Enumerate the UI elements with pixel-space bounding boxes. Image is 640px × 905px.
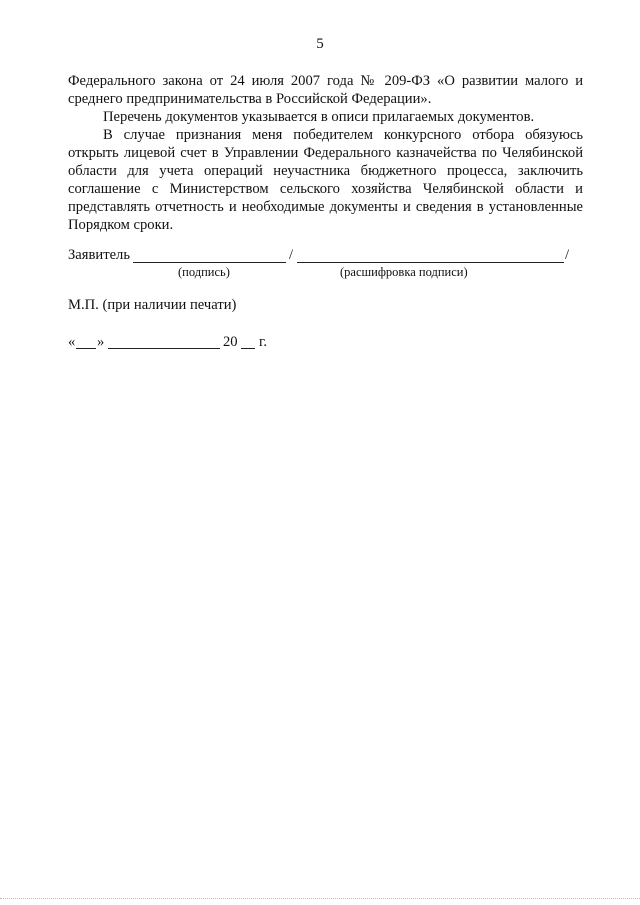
date-close-quote: »: [97, 334, 105, 350]
signature-row: [68, 247, 578, 279]
year-suffix: г.: [259, 334, 267, 350]
paragraph-law-reference: Федерального закона от 24 июля 2007 года № 209-ФЗ «О развитии малого и среднего предпринимательства в Российской Федерации».: [68, 73, 583, 107]
paragraph-obligations: В случае признания меня победителем конкурсного отбора обязуюсь открыть лицевой счет в Управлении Федерального казначейства по Челябинской области для учета операций неучастника бюджетного процесса, заключить соглашение с Министерством сельского хозяйства Челябинской области и представлять отчетность и необходимые документы и сведения в установленные Порядком сроки.: [68, 127, 583, 233]
signature-decoding-line[interactable]: [297, 262, 564, 263]
page-number: 5: [316, 36, 324, 52]
year-prefix: 20: [223, 334, 238, 350]
footer-rule: [0, 898, 640, 899]
applicant-label: Заявитель: [68, 247, 130, 263]
day-line[interactable]: [76, 348, 96, 349]
decoding-hint: (расшифровка подписи): [340, 265, 468, 279]
date-row: [68, 334, 298, 354]
stamp-note: М.П. (при наличии печати): [68, 297, 237, 313]
signature-closing-slash: /: [565, 247, 570, 263]
date-open-quote: «: [68, 334, 76, 350]
document-body: [68, 72, 583, 234]
month-line[interactable]: [108, 348, 220, 349]
signature-hint: (подпись): [178, 265, 230, 279]
year-line[interactable]: [241, 348, 255, 349]
paragraph-document-list: Перечень документов указывается в описи прилагаемых документов.: [103, 109, 535, 125]
signature-separator: /: [289, 247, 294, 263]
signature-line[interactable]: [133, 262, 286, 263]
